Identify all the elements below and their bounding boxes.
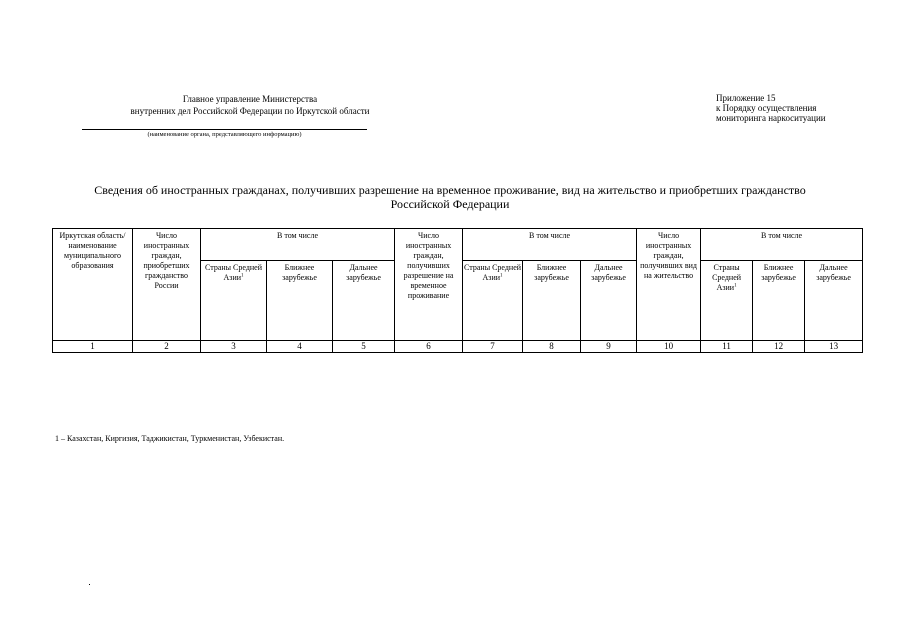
col-region: Иркутская область/ наименование муниципального образования [53,229,133,341]
appendix-line3: мониторинга наркоситуации [716,113,826,123]
column-number: 10 [637,341,701,353]
column-number: 4 [267,341,333,353]
subcol-far-abroad: Дальнее зарубежье [581,261,637,341]
document-title-line1: Сведения об иностранных гражданах, получивших разрешение на временное проживание, вид на жительство и приобретших гражданство [94,183,806,197]
subcol-near-abroad: Ближнее зарубежье [267,261,333,341]
appendix-line1: Приложение 15 [716,93,776,103]
group-residence-permit-breakdown: В том числе [701,229,863,261]
column-number: 6 [395,341,463,353]
footnote-marker: 1 [734,283,737,289]
column-number: 7 [463,341,523,353]
col-residence-permit-total: Число иностранных граждан, получивших вид на жительство [637,229,701,341]
col-temp-residence-total: Число иностранных граждан, получивших разрешение на временное проживание [395,229,463,341]
column-number: 12 [753,341,805,353]
subcol-central-asia: Страны Средней Азии$^1$ [463,261,523,341]
column-number: 2 [133,341,201,353]
organization-caption: (наименование органа, представляющего информацию) [147,131,302,138]
column-number: 9 [581,341,637,353]
column-number: 1 [53,341,133,353]
footnote: 1 – Казахстан, Киргизия, Таджикистан, Туркменистан, Узбекистан. [55,434,285,443]
subcol-central-asia: Страны Средней Азии$^1$ [701,261,753,341]
organization-name-line1: Главное управление Министерства [182,94,318,104]
footnote-marker: 1 [500,273,503,279]
scan-speck [89,584,90,585]
document-title [40,183,860,211]
column-number: 11 [701,341,753,353]
report-table [52,228,863,353]
appendix-line2: к Порядку осуществления [716,103,817,113]
subcol-near-abroad: Ближнее зарубежье [753,261,805,341]
column-number: 8 [523,341,581,353]
subcol-central-asia: Страны Средней Азии$^1$ [201,261,267,341]
appendix-note [716,93,866,123]
group-temp-residence-breakdown: В том числе [463,229,637,261]
document-title-line2: Российской Федерации [390,197,510,211]
footnote-marker: 1 [241,273,244,279]
subcol-far-abroad: Дальнее зарубежье [333,261,395,341]
column-number: 5 [333,341,395,353]
column-number: 3 [201,341,267,353]
organization-name [95,93,405,117]
column-number: 13 [805,341,863,353]
group-citizenship-breakdown: В том числе [201,229,395,261]
col-citizenship-total: Число иностранных граждан, приобретших гражданство России [133,229,201,341]
subcol-far-abroad: Дальнее зарубежье [805,261,863,341]
subcol-near-abroad: Ближнее зарубежье [523,261,581,341]
organization-name-line2: внутренних дел Российской Федерации по Иркутской области [130,106,370,116]
